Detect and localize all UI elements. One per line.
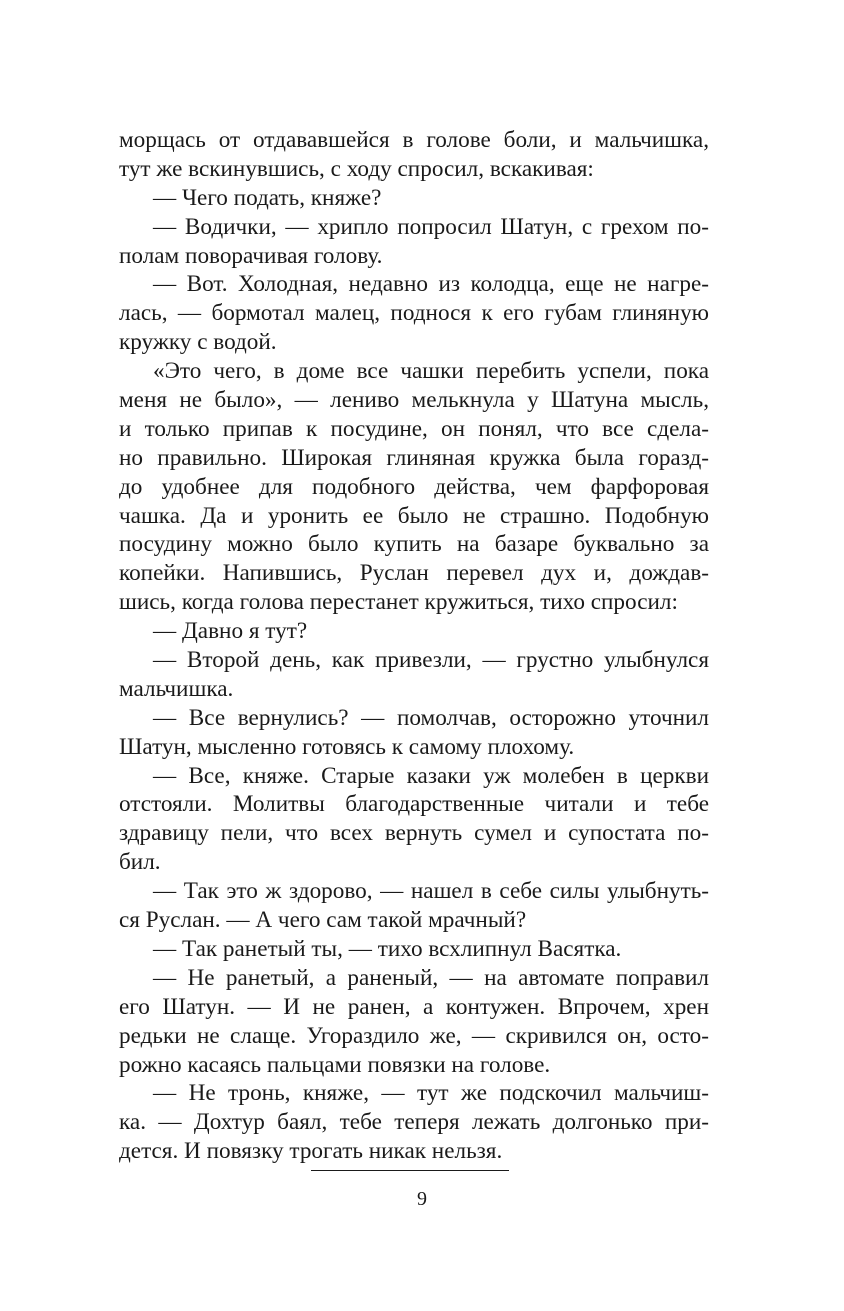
text-line: — Чего подать, княже? [153, 184, 382, 211]
text-line: — Так ранетый ты, — тихо всхлипнул Васятка. [153, 935, 622, 962]
text-line: ся Руслан. — А чего сам такой мрачный? [119, 907, 527, 934]
text-line: до удобнее для подобного действа, чем фарфоровая [119, 473, 709, 500]
text-line: — Так это ж здорово, — нашел в себе силы улыбнуть- [153, 878, 709, 905]
text-line: — Не ранетый, а раненый, — на автомате поправил [153, 964, 709, 991]
text-line: бил. [119, 849, 161, 876]
text-line: шись, когда голова перестанет кружиться, тихо спросил: [119, 589, 678, 616]
footer-rule [311, 1170, 509, 1171]
text-line: полам поворачивая голову. [119, 242, 383, 269]
text-line: — Второй день, как привезли, — грустно улыбнулся [153, 647, 709, 674]
text-line: рожно касаясь пальцами повязки на голове. [119, 1051, 551, 1078]
text-line: чашка. Да и уронить ее было не страшно. Подобную [119, 502, 709, 529]
text-line: — Вот. Холодная, недавно из колодца, еще не нагре- [153, 271, 709, 298]
text-line: ка. — Дохтур баял, тебе теперя лежать долгонько при- [119, 1109, 709, 1136]
text-line: его Шатун. — И не ранен, а контужен. Впрочем, хрен [119, 993, 709, 1020]
text-line: — Давно я тут? [153, 618, 308, 645]
text-line: — Водички, — хрипло попросил Шатун, с грехом по- [153, 213, 709, 240]
text-line: — Не тронь, княже, — тут же подскочил мальчиш- [153, 1080, 709, 1107]
text-line: копейки. Напившись, Руслан перевел дух и, дождав- [119, 560, 709, 587]
text-line: Шатун, мысленно готовясь к самому плохому. [119, 733, 575, 760]
text-line: и только припав к посудине, он понял, что все сдела- [119, 415, 709, 442]
text-line: лась, — бормотал малец, поднося к его губам глиняную [119, 300, 709, 327]
text-line: здравицу пели, что всех вернуть сумел и супостата по- [119, 820, 709, 847]
text-line: посудину можно было купить на базаре буквально за [119, 531, 709, 558]
text-line: но правильно. Широкая глиняная кружка была горазд- [119, 444, 709, 471]
text-line: мальчишка. [119, 675, 234, 702]
text-line: морщась от отдававшейся в голове боли, и мальчишка, [119, 127, 709, 153]
text-line: — Все, княже. Старые казаки уж молебен в церкви [153, 762, 709, 789]
page-number: 9 [417, 1188, 427, 1210]
text-line: тут же вскинувшись, с ходу спросил, вскакивая: [119, 155, 594, 182]
text-line: дется. И повязку трогать никак нельзя. [119, 1138, 503, 1165]
text-line: — Все вернулись? — помолчав, осторожно уточнил [153, 704, 709, 731]
body-text [119, 126, 709, 1166]
text-line: кружку с водой. [119, 329, 277, 356]
text-line: отстояли. Молитвы благодарственные читали и тебе [119, 791, 709, 818]
text-line: редьки не слаще. Угораздило же, — скривился он, осто- [119, 1022, 709, 1049]
text-line: «Это чего, в доме все чашки перебить успели, пока [153, 358, 709, 385]
text-line: меня не было», — лениво мелькнула у Шатуна мысль, [119, 387, 709, 414]
